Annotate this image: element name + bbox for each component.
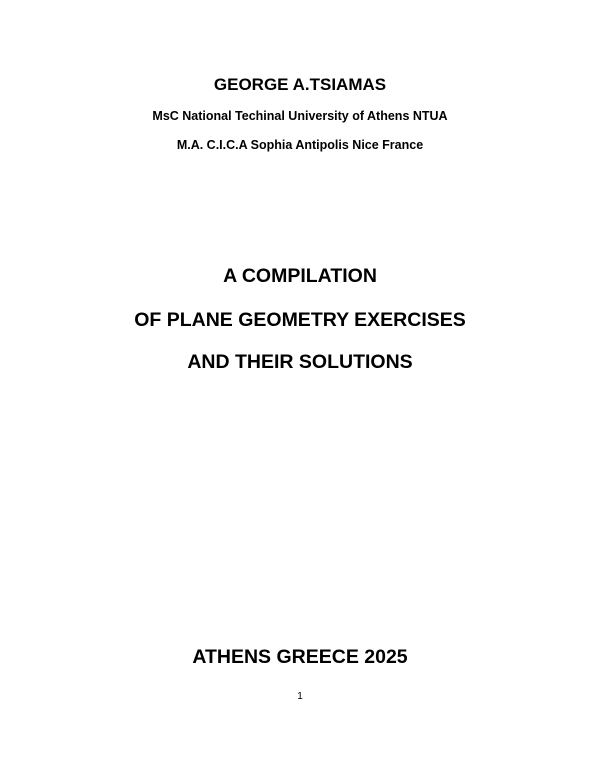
affiliation-line-2: M.A. C.I.C.A Sophia Antipolis Nice France xyxy=(176,138,424,152)
page-number: 1 xyxy=(297,691,303,702)
title-line-3: AND THEIR SOLUTIONS xyxy=(187,351,413,373)
author-name: GEORGE A.TSIAMAS xyxy=(213,75,387,94)
title-line-1: A COMPILATION xyxy=(223,265,377,287)
affiliation-line-1: MsC National Techinal University of Athens NTUA xyxy=(152,109,448,123)
place-and-year: ATHENS GREECE 2025 xyxy=(192,646,408,668)
title-line-2: OF PLANE GEOMETRY EXERCISES xyxy=(134,309,466,331)
